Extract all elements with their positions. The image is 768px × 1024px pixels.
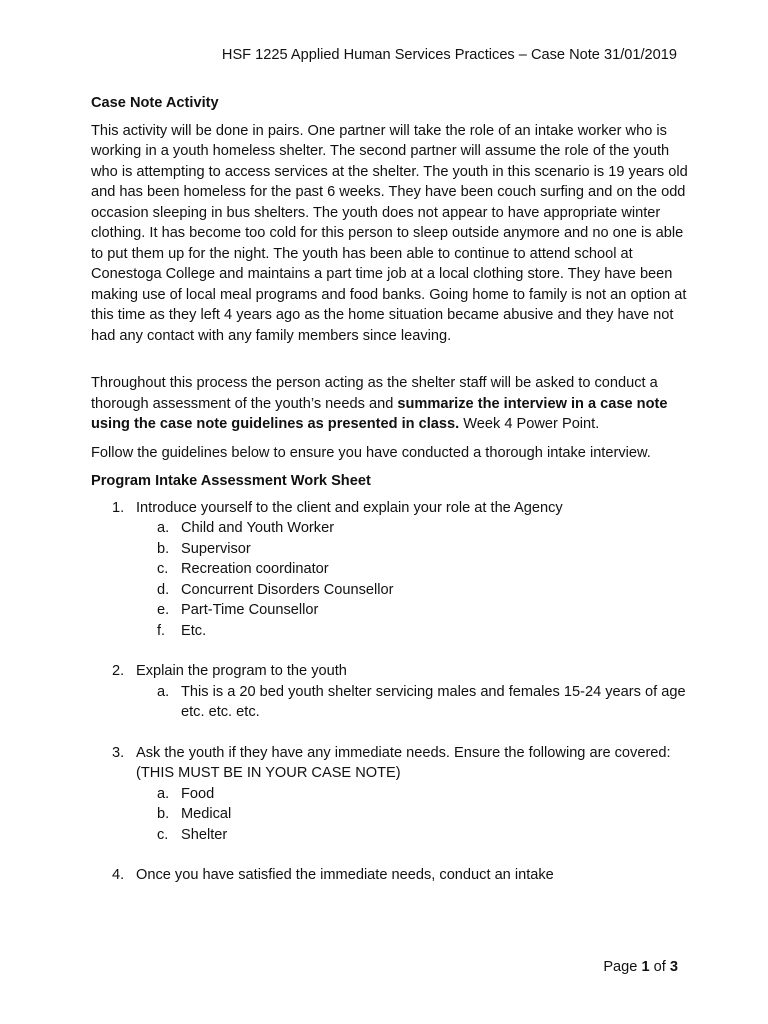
sub-letter: c.	[157, 826, 169, 843]
activity-paragraph: This activity will be done in pairs. One partner will take the role of an intake worker who is working in a youth homeless shelter. The second partner will assume the role of the youth who is attempting to access services at the shelter. The youth in this scenario is 19 years old and has been homeless for the past 6 weeks. They have been couch surfing and on the odd occasion sleeping in bus shelters. The youth does not appear to have appropriate winter clothing. It has become too cold for this person to sleep outside anymore and no one is able to put them up for the night. The youth has been able to continue to attend school at Conestoga College and maintains a part time job at a local clothing store. They have been making use of local meal programs and food banks. Going home to family is not an option at this time as they left 4 years ago as the home situation became abusive and they have not had any contact with any family members since leaving.	[91, 122, 688, 344]
step-item	[91, 743, 691, 846]
document-body	[91, 93, 691, 886]
sub-item	[136, 580, 691, 601]
sub-letter: a.	[157, 520, 170, 536]
current-page-number: 1	[641, 959, 650, 975]
sub-text: Food	[181, 785, 215, 802]
step-number: 2.	[112, 663, 125, 679]
worksheet-steps	[91, 498, 691, 886]
sub-item	[136, 600, 691, 621]
sub-text: Etc.	[181, 622, 207, 639]
step-text: Explain the program to the youth	[136, 663, 347, 679]
sub-item	[136, 804, 691, 825]
sub-letter: f.	[157, 622, 166, 639]
step-text: Introduce yourself to the client and explain your role at the Agency	[136, 499, 563, 516]
sub-letter: e.	[157, 602, 170, 618]
worksheet-heading: Program Intake Assessment Work Sheet	[91, 473, 371, 489]
step-item	[91, 865, 691, 886]
sub-letter: b.	[157, 540, 170, 557]
sub-list	[136, 682, 691, 723]
sub-letter: c.	[157, 561, 169, 577]
step-number: 1.	[112, 499, 125, 516]
sub-text: Part-Time Counsellor	[181, 602, 319, 618]
sub-item	[136, 784, 691, 805]
process-paragraph	[91, 373, 691, 435]
sub-item	[136, 539, 691, 560]
sub-letter: b.	[157, 806, 170, 822]
step-text: Ask the youth if they have any immediate needs. Ensure the following are covered: (THIS MUST BE IN YOUR CASE NOTE)	[136, 744, 671, 781]
sub-letter: a.	[157, 785, 170, 802]
step-number: 3.	[112, 744, 125, 761]
sub-item	[136, 682, 691, 723]
activity-heading: Case Note Activity	[91, 95, 219, 111]
follow-paragraph: Follow the guidelines below to ensure you have conducted a thorough intake interview.	[91, 444, 651, 461]
total-page-count: 3	[669, 959, 678, 975]
sub-text: Supervisor	[181, 540, 251, 557]
sub-text: Medical	[181, 806, 232, 822]
sub-letter: a.	[157, 683, 170, 700]
step-text: Once you have satisfied the immediate needs, conduct an intake	[136, 867, 554, 883]
step-item	[91, 498, 691, 642]
sub-list	[136, 784, 691, 846]
sub-item	[136, 518, 691, 539]
sub-text: Child and Youth Worker	[181, 520, 335, 536]
sub-item	[136, 621, 691, 642]
process-text-bold: summarize the interview in a case note using the case note guidelines as presented in class.	[91, 395, 668, 432]
process-text-before: Throughout this process the person acting as the shelter staff will be asked to conduct a thorough assessment of the youth’s needs and	[91, 375, 658, 412]
sub-text: Recreation coordinator	[181, 561, 329, 577]
sub-item	[136, 559, 691, 580]
sub-text: Concurrent Disorders Counsellor	[181, 581, 394, 598]
step-number: 4.	[112, 867, 125, 883]
sub-letter: d.	[157, 581, 170, 598]
sub-text: This is a 20 bed youth shelter servicing males and females 15-24 years of age etc. etc. etc.	[181, 683, 686, 720]
sub-text: Shelter	[181, 826, 228, 843]
step-item	[91, 661, 691, 723]
page-label: Page	[603, 959, 642, 975]
page-of-label: of	[649, 959, 670, 975]
process-text-after: Week 4 Power Point.	[459, 416, 600, 432]
page-header: HSF 1225 Applied Human Services Practices – Case Note 31/01/2019	[221, 47, 677, 63]
sub-list	[136, 518, 691, 641]
sub-item	[136, 825, 691, 846]
page-footer	[603, 959, 678, 975]
